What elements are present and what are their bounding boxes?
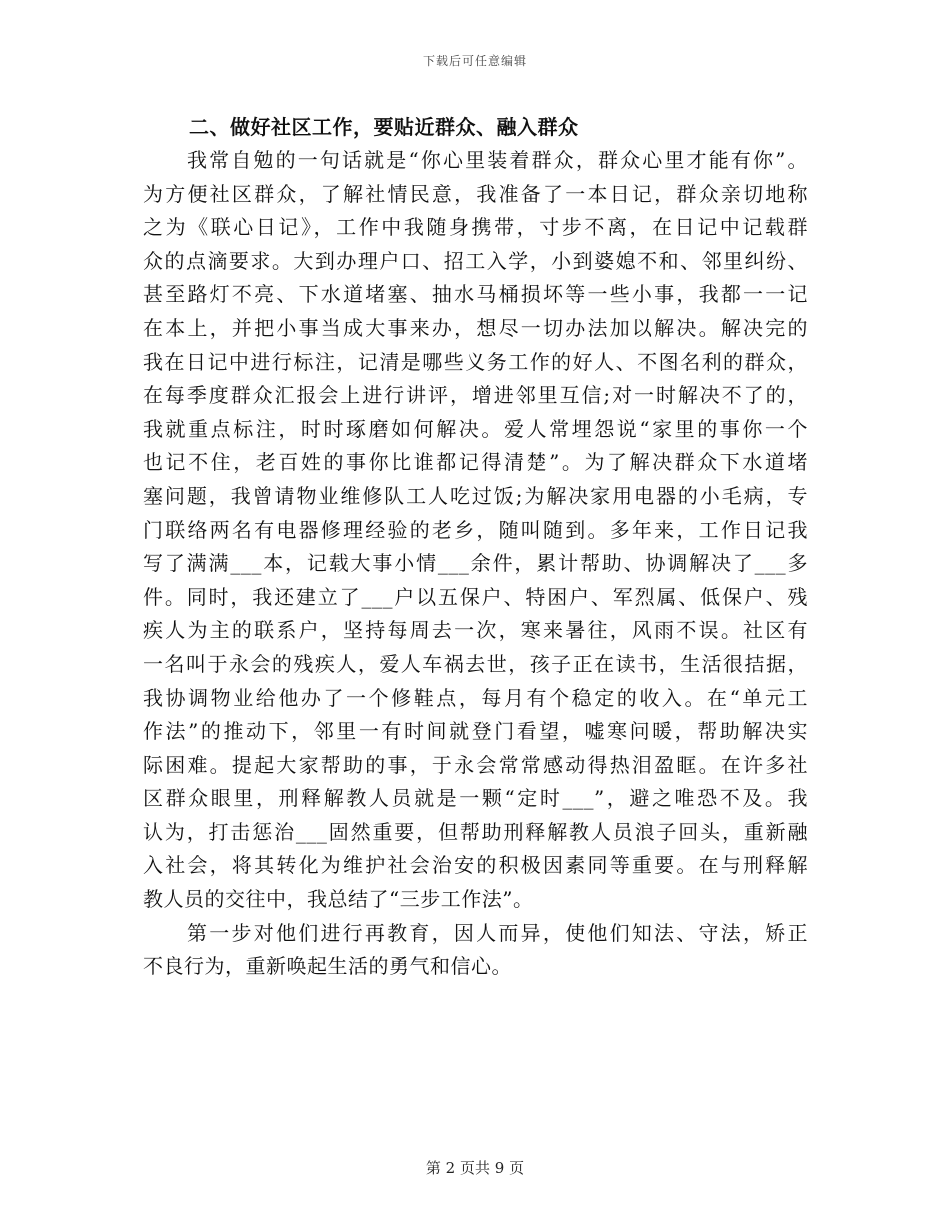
paragraph-line: 在每季度群众汇报会上进行讲评，增进邻里互信;对一时解决不了的， (143, 383, 808, 408)
paragraph-line: 写了满满___本，记载大事小情___余件，累计帮助、协调解决了___多 (143, 551, 808, 576)
paragraph-line: 件。同时，我还建立了___户以五保户、特困户、军烈属、低保户、残 (143, 584, 808, 609)
paragraph-line: 门联络两名有电器修理经验的老乡，随叫随到。多年来，工作日记我 (143, 517, 808, 542)
paragraph-2 (143, 917, 808, 984)
document-body (143, 110, 808, 984)
page-header-note: 下载后可任意编辑 (422, 54, 527, 68)
paragraph-line: 众的点滴要求。大到办理户口、招工入学，小到婆媳不和、邻里纠纷、 (143, 248, 808, 273)
paragraph-line: 甚至路灯不亮、下水道堵塞、抽水马桶损坏等一些小事，我都一一记 (143, 282, 808, 307)
paragraph-line: 疾人为主的联系户，坚持每周去一次，寒来暑往，风雨不误。社区有 (143, 618, 808, 643)
paragraph-line: 区群众眼里，刑释解教人员就是一颗“定时___”，避之唯恐不及。我 (143, 786, 808, 811)
paragraph-line: 际困难。提起大家帮助的事，于永会常常感动得热泪盈眶。在许多社 (143, 752, 808, 777)
paragraph-line: 一名叫于永会的残疾人，爱人车祸去世，孩子正在读书，生活很拮据， (143, 651, 808, 676)
paragraph-line: 教人员的交往中，我总结了“三步工作法”。 (143, 887, 534, 912)
paragraph-line: 不良行为，重新唤起生活的勇气和信心。 (143, 954, 512, 979)
paragraph-line: 之为《联心日记》，工作中我随身携带，寸步不离，在日记中记载群 (143, 215, 808, 240)
paragraph-line: 我常自勉的一句话就是“你心里装着群众，群众心里才能有你”。 (187, 148, 808, 172)
paragraph-line: 在本上，并把小事当成大事来办，想尽一切办法加以解决。解决完的 (143, 315, 808, 340)
paragraph-line: 我就重点标注，时时琢磨如何解决。爱人常埋怨说“家里的事你一个 (143, 416, 808, 441)
paragraph-line: 为方便社区群众，了解社情民意，我准备了一本日记，群众亲切地称 (143, 181, 808, 206)
page-number: 第 2 页共 9 页 (425, 1159, 525, 1177)
section-heading: 二、做好社区工作，要贴近群众、融入群众 (189, 115, 579, 139)
paragraph-line: 塞问题，我曾请物业维修队工人吃过饭;为解决家用电器的小毛病，专 (143, 483, 808, 508)
paragraph-line: 我在日记中进行标注，记清是哪些义务工作的好人、不图名利的群众， (143, 349, 808, 374)
paragraph-line: 我协调物业给他办了一个修鞋点，每月有个稳定的收入。在“单元工 (143, 685, 808, 710)
paragraph-line: 认为，打击惩治___固然重要，但帮助刑释解教人员浪子回头，重新融 (143, 819, 808, 844)
paragraph-line: 入社会，将其转化为维护社会治安的积极因素同等重要。在与刑释解 (143, 853, 808, 878)
paragraph-line: 作法”的推动下，邻里一有时间就登门看望，嘘寒问暖，帮助解决实 (143, 719, 808, 744)
paragraph-1 (143, 144, 808, 917)
paragraph-line: 第一步对他们进行再教育，因人而异，使他们知法、守法，矫正 (187, 920, 808, 945)
paragraph-line: 也记不住，老百姓的事你比谁都记得清楚”。为了解决群众下水道堵 (143, 450, 808, 475)
